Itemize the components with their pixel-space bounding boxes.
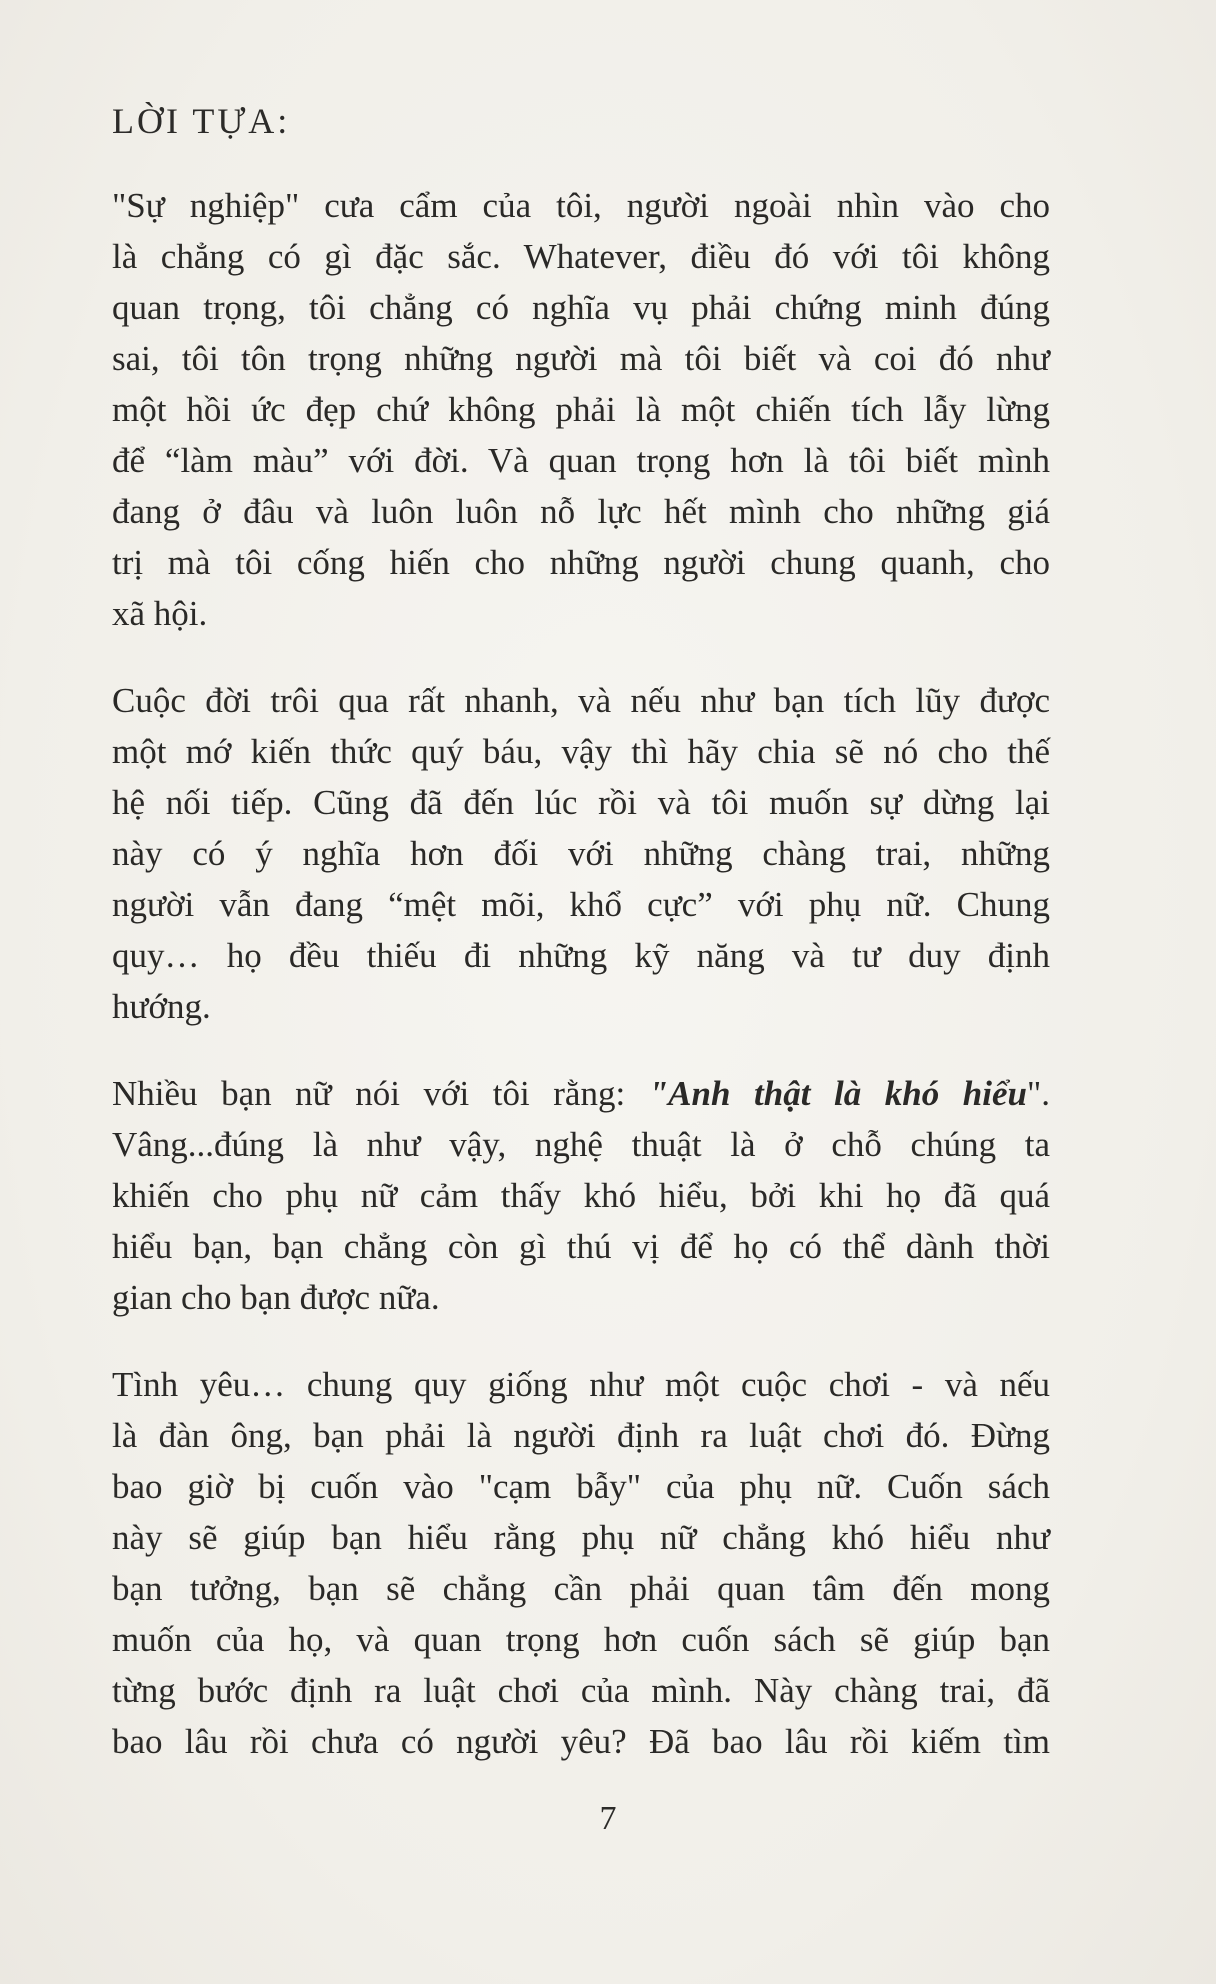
page-body — [112, 180, 1050, 1803]
text-line: gian cho bạn được nữa. — [112, 1278, 440, 1317]
text-line: xã hội. — [112, 594, 208, 633]
text-fragment: ". — [1026, 1074, 1051, 1113]
text-line: bạn tưởng, bạn sẽ chẳng cần phải quan tâm đến mong — [112, 1569, 1050, 1608]
text-line: là đàn ông, bạn phải là người định ra luật chơi đó. Đừng — [112, 1416, 1050, 1455]
text-line: hiểu bạn, bạn chẳng còn gì thú vị để họ có thể dành thời — [112, 1227, 1050, 1266]
paragraph-2 — [112, 675, 1050, 1032]
text-line: này có ý nghĩa hơn đối với những chàng trai, những — [112, 834, 1050, 873]
text-fragment: Nhiều bạn nữ nói với tôi rằng: — [112, 1074, 649, 1113]
text-line: là chẳng có gì đặc sắc. Whatever, điều đó với tôi không — [112, 237, 1050, 276]
text-line: muốn của họ, và quan trọng hơn cuốn sách sẽ giúp bạn — [112, 1620, 1050, 1659]
paragraph-4 — [112, 1359, 1050, 1767]
text-line: một mớ kiến thức quý báu, vậy thì hãy chia sẽ nó cho thế — [112, 732, 1050, 771]
text-line: khiến cho phụ nữ cảm thấy khó hiểu, bởi khi họ đã quá — [112, 1176, 1050, 1215]
text-line: này sẽ giúp bạn hiểu rằng phụ nữ chẳng khó hiểu như — [112, 1518, 1050, 1557]
text-line: trị mà tôi cống hiến cho những người chung quanh, cho — [112, 543, 1050, 582]
text-line: Cuộc đời trôi qua rất nhanh, và nếu như bạn tích lũy được — [112, 681, 1050, 720]
emphasized-quote: "Anh thật là khó hiểu — [648, 1074, 1027, 1113]
text-line: đang ở đâu và luôn luôn nỗ lực hết mình cho những giá — [112, 492, 1050, 531]
text-line: để “làm màu” với đời. Và quan trọng hơn là tôi biết mình — [112, 441, 1050, 480]
page-number: 7 — [599, 1800, 617, 1837]
text-line: người vẫn đang “mệt mõi, khổ cực” với phụ nữ. Chung — [112, 885, 1050, 924]
text-line: hệ nối tiếp. Cũng đã đến lúc rồi và tôi muốn sự dừng lại — [112, 783, 1050, 822]
text-line: Tình yêu… chung quy giống như một cuộc chơi - và nếu — [112, 1365, 1050, 1404]
text-line: sai, tôi tôn trọng những người mà tôi biết và coi đó như — [112, 339, 1050, 378]
text-line: "Sự nghiệp" cưa cẩm của tôi, người ngoài nhìn vào cho — [112, 186, 1050, 225]
text-line: bao giờ bị cuốn vào "cạm bẫy" của phụ nữ. Cuốn sách — [112, 1467, 1050, 1506]
text-line: một hồi ức đẹp chứ không phải là một chiến tích lẫy lừng — [112, 390, 1050, 429]
text-line: quan trọng, tôi chẳng có nghĩa vụ phải chứng minh đúng — [112, 288, 1050, 327]
page-heading: LỜI TỰA: — [112, 101, 291, 141]
text-line: hướng. — [112, 987, 211, 1026]
text-line: bao lâu rồi chưa có người yêu? Đã bao lâu rồi kiếm tìm — [112, 1722, 1050, 1761]
text-line: từng bước định ra luật chơi của mình. Này chàng trai, đã — [112, 1671, 1050, 1710]
paragraph-3 — [112, 1068, 1050, 1323]
paragraph-1 — [112, 180, 1050, 639]
text-line: Vâng...đúng là như vậy, nghệ thuật là ở chỗ chúng ta — [112, 1125, 1050, 1164]
text-line: quy… họ đều thiếu đi những kỹ năng và tư duy định — [112, 936, 1050, 975]
text-line — [112, 1068, 1050, 1119]
